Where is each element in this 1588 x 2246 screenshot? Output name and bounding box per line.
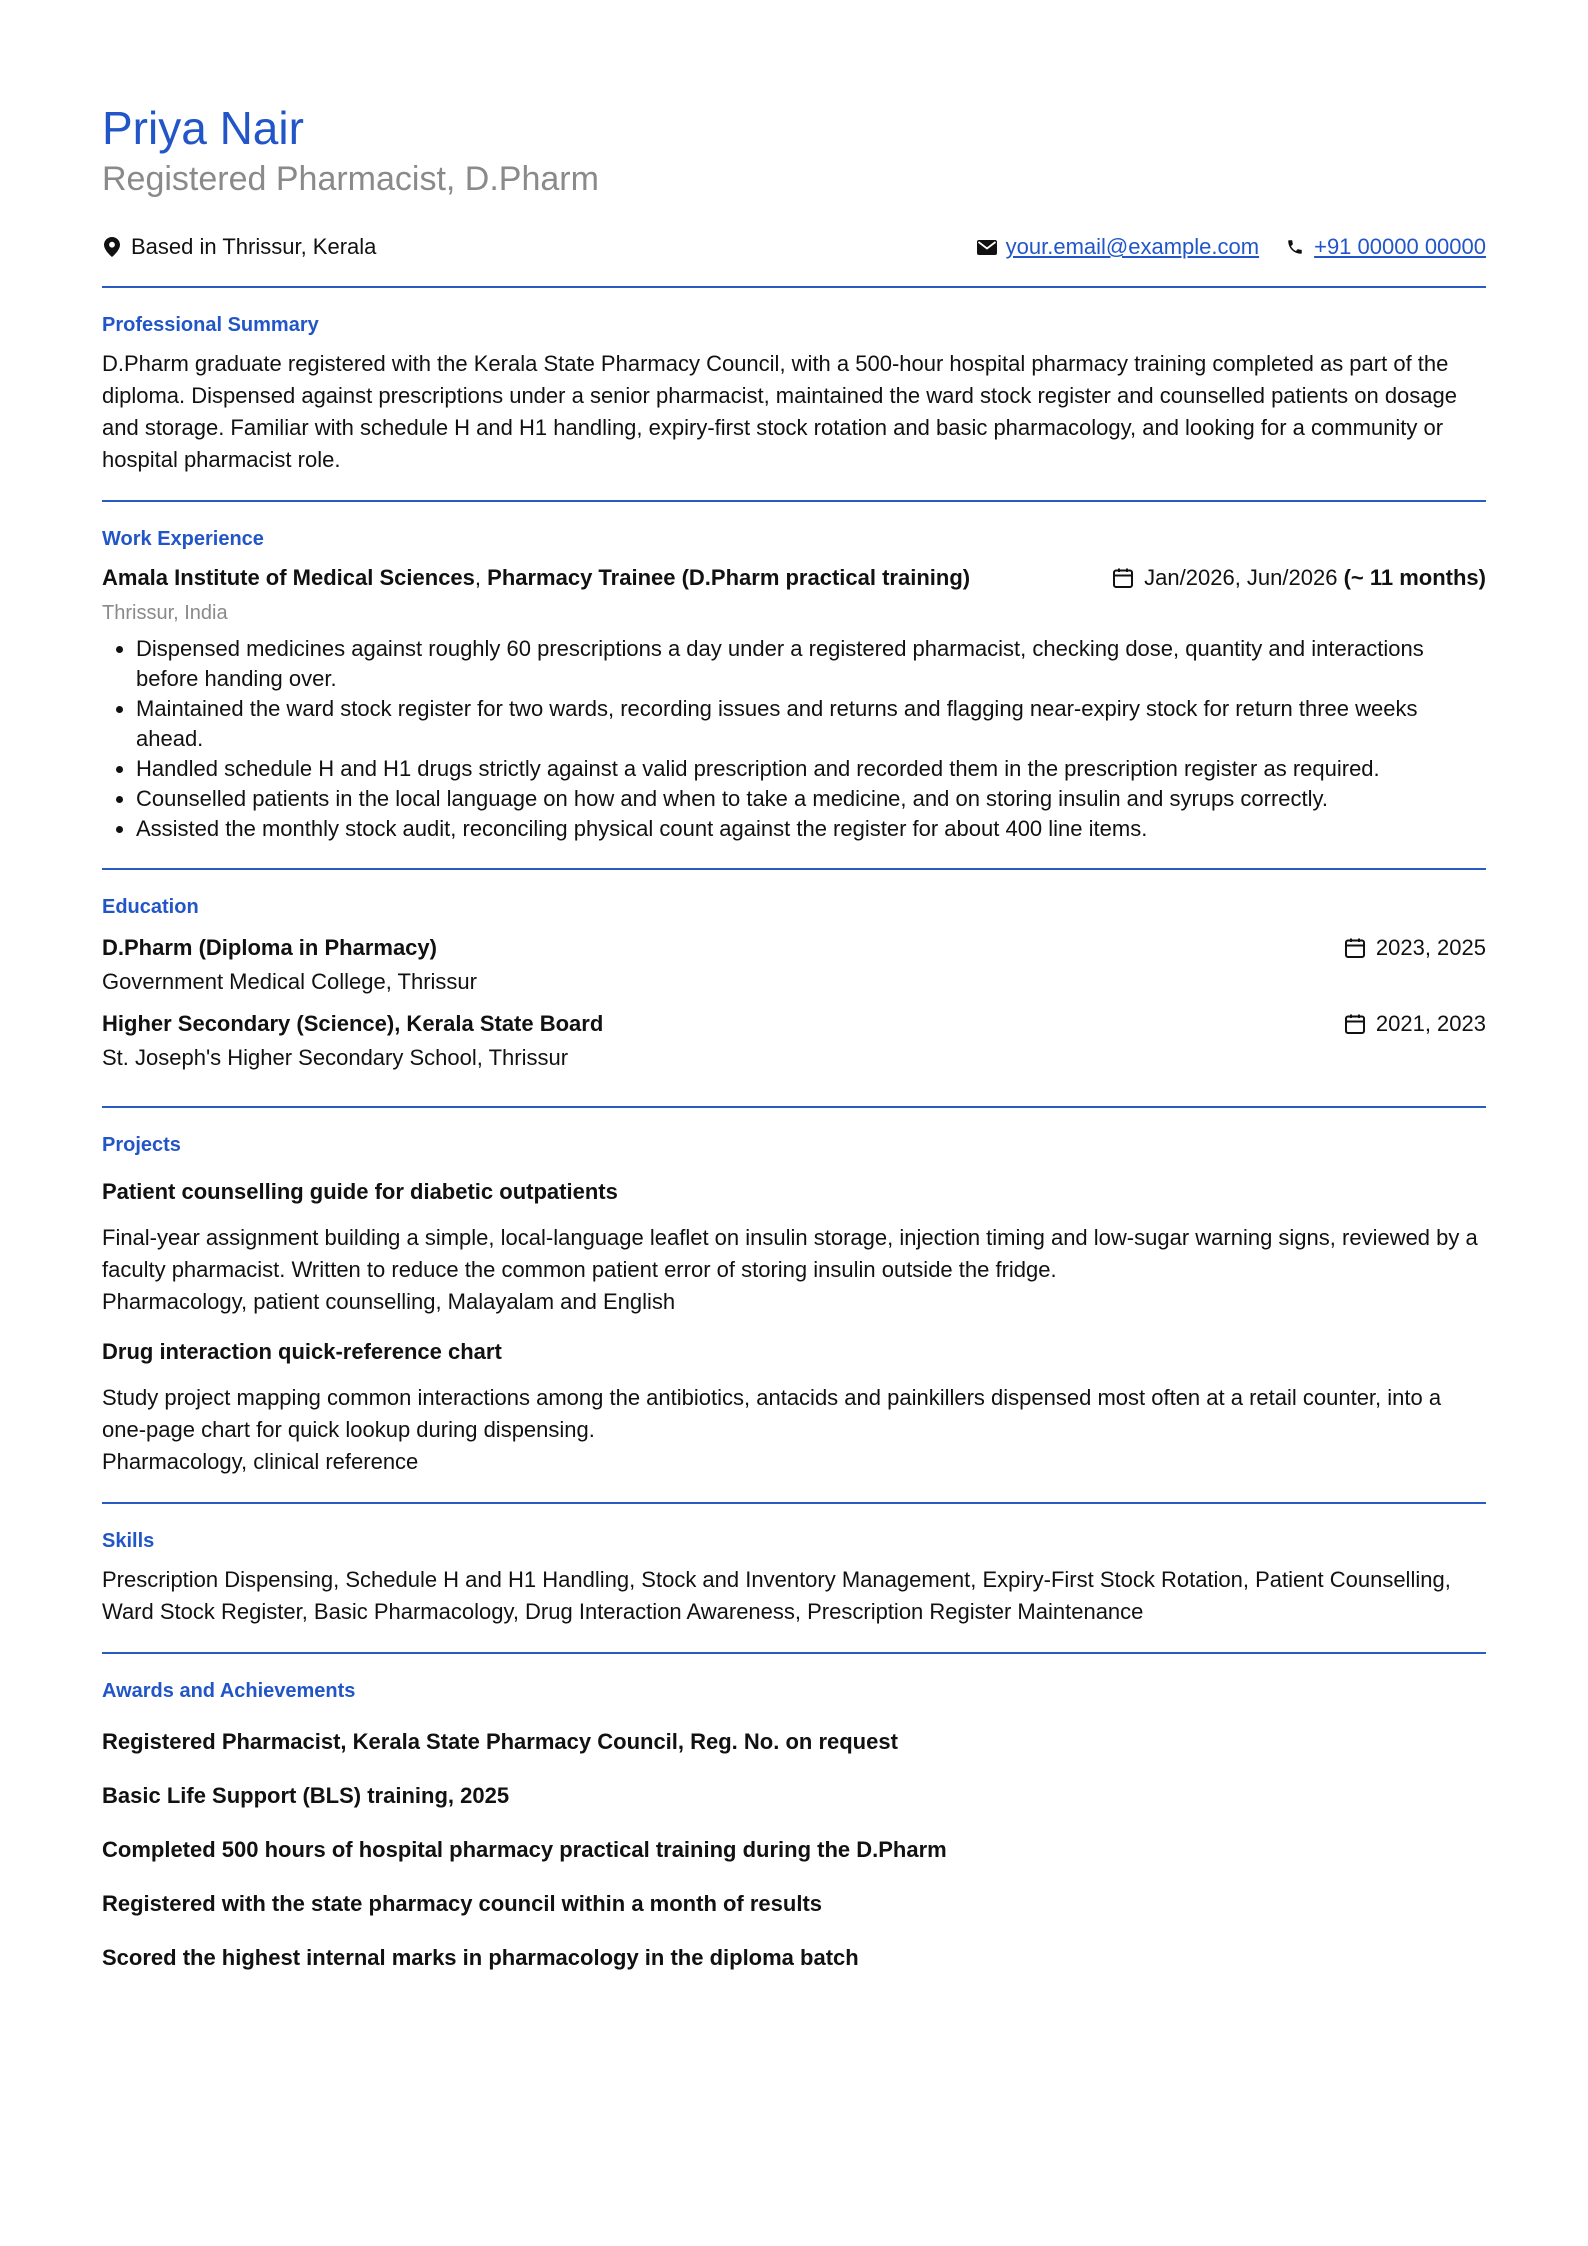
education-institution: St. Joseph's Higher Secondary School, Thrissur [102,1045,569,1070]
education-section [102,870,1486,1106]
experience-separator: , [474,565,488,590]
projects-heading: Projects [102,1134,181,1156]
email-contact [977,234,1259,260]
education-degree: D.Pharm (Diploma in Pharmacy) [102,935,437,960]
experience-date-range: Jan/2026, Jun/2026 [1144,565,1338,590]
project-description: Study project mapping common interactions among the antibiotics, antacids and painkillers dispensed most often at a retail counter, into a one-page chart for quick lookup during dispensing. [102,1385,1442,1442]
experience-section [102,502,1486,868]
experience-location: Thrissur, India [102,602,228,624]
experience-org: Amala Institute of Medical Sciences [102,565,475,590]
experience-bullets [102,634,1486,844]
email-link[interactable]: your.email@example.com [1005,234,1260,259]
resume-header [102,98,1486,264]
candidate-name: Priya Nair [102,102,304,154]
education-institution: Government Medical College, Thrissur [102,969,477,994]
calendar-icon [1343,1012,1367,1036]
education-dates [1343,1011,1486,1037]
award-item: Registered with the state pharmacy council within a month of results [102,1891,823,1916]
contact-row [102,230,1486,264]
project-name: Patient counselling guide for diabetic outpatients [102,1179,618,1204]
list-item: • Maintained the ward stock register for two wards, recording issues and returns and flagging near-expiry stock for return three weeks ahead. [136,694,1486,754]
experience-heading: Work Experience [102,528,264,550]
award-item: Completed 500 hours of hospital pharmacy practical training during the D.Pharm [102,1837,947,1862]
list-item: • Assisted the monthly stock audit, reconciling physical count against the register for about 400 line items. [136,814,1486,844]
education-heading: Education [102,896,199,918]
education-item [102,1006,1486,1074]
projects-section [102,1108,1486,1502]
award-item: Scored the highest internal marks in pharmacology in the diploma batch [102,1945,859,1970]
map-pin-icon [102,237,122,257]
phone-link[interactable]: +91 00000 00000 [1314,234,1486,259]
awards-section [102,1654,1486,1998]
location-text: Based in Thrissur, Kerala [131,234,377,259]
experience-dates [1111,565,1486,591]
experience-duration: (~ 11 months) [1343,565,1486,590]
experience-role: Pharmacy Trainee (D.Pharm practical training) [487,565,971,590]
experience-title [102,562,970,594]
project-name: Drug interaction quick-reference chart [102,1339,502,1364]
summary-section [102,288,1486,500]
education-header-row [102,1006,1486,1042]
experience-item [102,562,1486,844]
awards-heading: Awards and Achievements [102,1680,356,1702]
summary-heading: Professional Summary [102,314,319,336]
education-date-range: 2021, 2023 [1375,1011,1486,1036]
project-tags: Pharmacology, patient counselling, Malayalam and English [102,1289,676,1314]
candidate-headline: Registered Pharmacist, D.Pharm [102,160,599,198]
location-info [102,234,376,260]
education-header-row [102,930,1486,966]
skills-heading: Skills [102,1530,155,1552]
project-item [102,1336,1486,1478]
education-dates [1343,935,1486,961]
list-item: • Dispensed medicines against roughly 60 prescriptions a day under a registered pharmacist, checking dose, quantity and interactions before handing over. [136,634,1486,694]
education-item [102,930,1486,998]
summary-text: D.Pharm graduate registered with the Kerala State Pharmacy Council, with a 500-hour hospital pharmacy training completed as part of the diploma. Dispensed against prescriptions under a senior pharmacist, maintained the ward stock register and counselled patients on dosage and storage. Familiar with schedule H and H1 handling, expiry-first stock rotation and basic pharmacology, and looking for a community or hospital pharmacist role. [102,351,1457,472]
education-date-range: 2023, 2025 [1375,935,1486,960]
phone-icon [1285,237,1305,257]
award-item: Basic Life Support (BLS) training, 2025 [102,1783,510,1808]
list-item: • Counselled patients in the local language on how and when to take a medicine, and on storing insulin and syrups correctly. [136,784,1486,814]
phone-contact [1285,234,1486,260]
education-degree: Higher Secondary (Science), Kerala State Board [102,1011,604,1036]
project-item [102,1176,1486,1318]
contact-links [951,234,1486,260]
experience-header-row [102,562,1486,594]
project-tags: Pharmacology, clinical reference [102,1449,419,1474]
skills-text: Prescription Dispensing, Schedule H and H1 Handling, Stock and Inventory Management, Expiry-First Stock Rotation, Patient Counselling, Ward Stock Register, Basic Pharmacology, Drug Interaction Awareness, Prescription Register Maintenance [102,1567,1451,1624]
award-item: Registered Pharmacist, Kerala State Pharmacy Council, Reg. No. on request [102,1729,898,1754]
envelope-icon [977,237,997,257]
calendar-icon [1111,566,1135,590]
project-description: Final-year assignment building a simple, local-language leaflet on insulin storage, injection timing and low-sugar warning signs, reviewed by a faculty pharmacist. Written to reduce the common patient error of storing insulin outside the fridge. [102,1225,1478,1282]
calendar-icon [1343,936,1367,960]
list-item: • Handled schedule H and H1 drugs strictly against a valid prescription and recorded them in the prescription register as required. [136,754,1486,784]
skills-section [102,1504,1486,1652]
